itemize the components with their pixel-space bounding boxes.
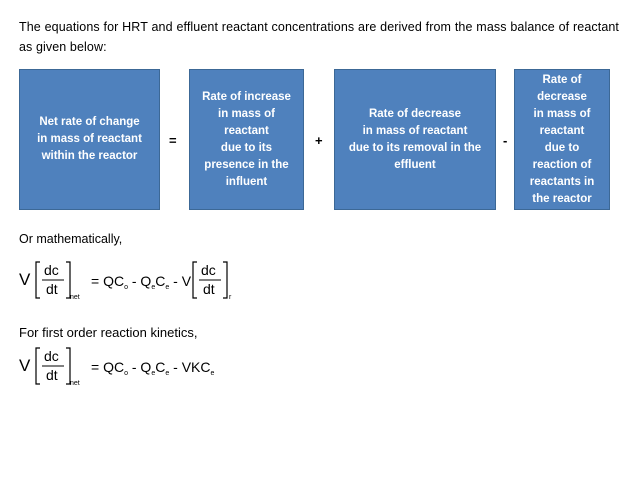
operator-plus: +	[315, 133, 323, 148]
eq1-minus1: - Q	[127, 273, 152, 289]
eq1-sub-e1: e	[151, 284, 156, 291]
eq1-numerator2: dc	[201, 262, 216, 278]
eq2-V: V	[19, 356, 31, 375]
eq2-C: C	[155, 359, 166, 375]
eq1-denominator: dt	[46, 281, 58, 297]
eq2-denominator: dt	[46, 367, 58, 383]
box-rate-decrease-reaction	[514, 69, 610, 210]
eq1-bracket2-right	[223, 262, 227, 298]
eq1-sub-net: net	[70, 294, 80, 301]
eq2-minus2: - VKC	[169, 359, 211, 375]
eq1-sub-e2: e	[165, 284, 170, 291]
operator-equals: =	[169, 133, 177, 148]
eq1-numerator: dc	[44, 262, 59, 278]
eq2-sub-o: o	[124, 370, 128, 377]
first-order-label: For first order reaction kinetics,	[19, 325, 198, 340]
box-net-rate	[19, 69, 160, 210]
eq2-sub-e2: e	[165, 370, 170, 377]
eq2-sub-e3: e	[210, 370, 215, 377]
eq1-V: V	[19, 270, 31, 289]
intro-paragraph: The equations for HRT and effluent reactant concentrations are derived from the mass balance of reactant as given below:	[19, 20, 619, 54]
box-rate-increase	[189, 69, 304, 210]
eq1-bracket-left	[36, 262, 40, 298]
box-rate-decrease-reaction-label: Rate of decrease in mass of reactant due to reaction of reactants in the reactor	[529, 73, 595, 205]
eq1-minus2: - V	[169, 273, 192, 289]
eq2-rhs-prefix: = QC	[91, 359, 125, 375]
box-rate-decrease-effluent	[334, 69, 496, 210]
math-label: Or mathematically,	[19, 232, 123, 246]
eq1-sub-r: r	[229, 294, 232, 301]
box-rate-decrease-effluent-label: Rate of decrease in mass of reactant due to its removal in the effluent	[348, 107, 482, 171]
eq2-minus1: - Q	[127, 359, 152, 375]
eq2-bracket-right	[66, 348, 70, 384]
box-rate-increase-label: Rate of increase in mass of reactant due to its presence in the influent	[202, 90, 291, 188]
eq1-sub-o: o	[124, 284, 128, 291]
operator-minus: -	[503, 133, 508, 148]
box-net-rate-label: Net rate of change in mass of reactant within the reactor	[37, 116, 142, 162]
equation-mass-balance	[17, 256, 247, 302]
eq2-sub-net: net	[70, 380, 80, 387]
equation-first-order	[17, 342, 247, 388]
eq1-bracket-right	[66, 262, 70, 298]
eq1-rhs-prefix: = QC	[91, 273, 125, 289]
eq2-numerator: dc	[44, 348, 59, 364]
eq1-C: C	[155, 273, 166, 289]
eq1-denominator2: dt	[203, 281, 215, 297]
eq2-bracket-left	[36, 348, 40, 384]
eq1-rhs	[91, 273, 192, 291]
eq2-rhs	[91, 359, 215, 377]
eq2-sub-e1: e	[151, 370, 156, 377]
eq1-bracket2-left	[193, 262, 197, 298]
